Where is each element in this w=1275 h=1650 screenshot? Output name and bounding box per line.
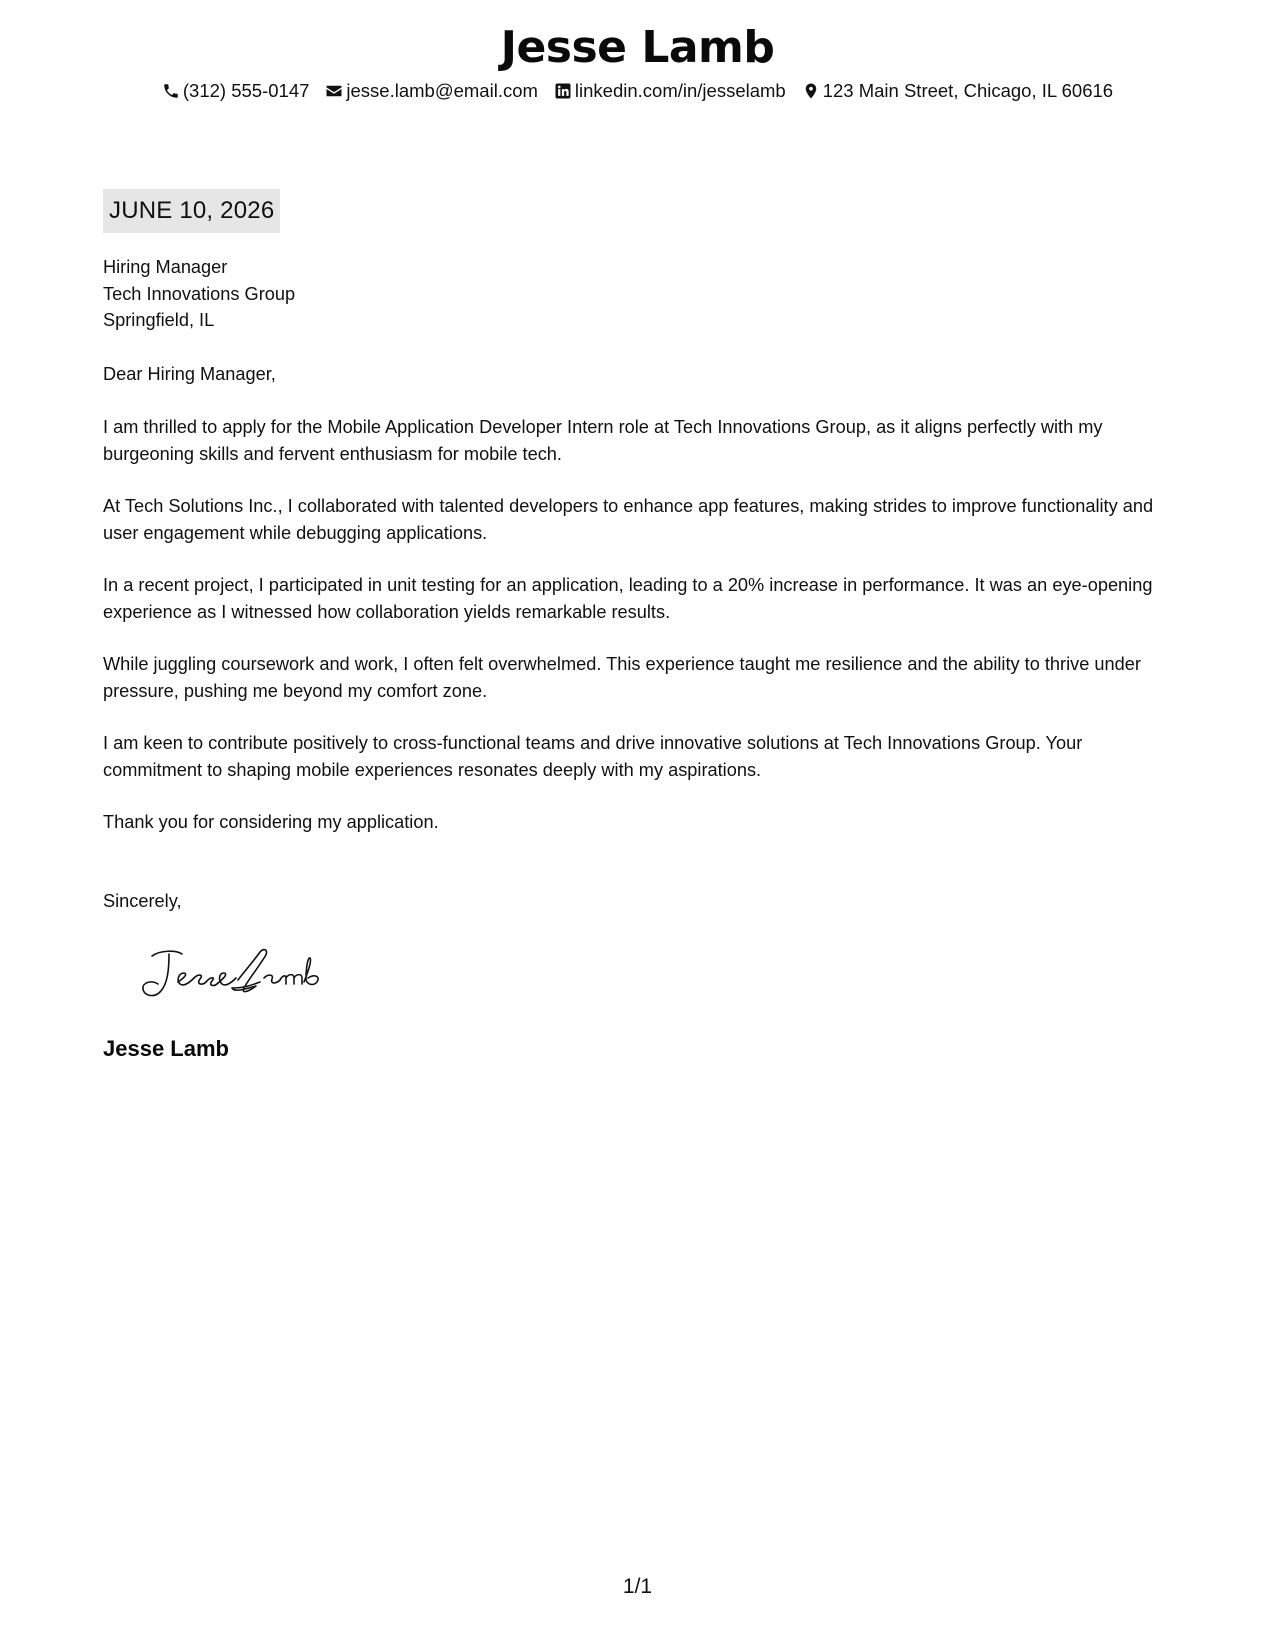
map-pin-icon	[802, 82, 820, 100]
letter-date: JUNE 10, 2026	[103, 189, 280, 233]
body-paragraph: In a recent project, I participated in unit testing for an application, leading to a 20% increase in performance. It was an eye-opening experience as I witnessed how collaboration yields remarkable results.	[103, 575, 1153, 622]
page-number: 1/1	[622, 1575, 653, 1598]
contact-phone	[162, 78, 310, 104]
body-paragraph: I am thrilled to apply for the Mobile Application Developer Intern role at Tech Innovations Group, as it aligns perfectly with my burgeoning skills and fervent enthusiasm for mobile tech.	[103, 417, 1103, 464]
email-text: jesse.lamb@email.com	[346, 80, 538, 101]
recipient-location: Springfield, IL	[103, 310, 215, 330]
linkedin-icon	[554, 82, 572, 100]
handwritten-signature	[138, 944, 328, 1004]
linkedin-text: linkedin.com/in/jesselamb	[574, 80, 786, 101]
body-paragraph: Thank you for considering my application.	[103, 812, 439, 832]
body-paragraph: I am keen to contribute positively to cross-functional teams and drive innovative solutions at Tech Innovations Group. Your commitment to shaping mobile experiences resonates deeply with my aspirations.	[103, 733, 1083, 780]
contact-address	[802, 78, 1113, 104]
signer-name: Jesse Lamb	[103, 1036, 229, 1061]
salutation: Dear Hiring Manager,	[103, 364, 276, 384]
applicant-name-heading: Jesse Lamb	[500, 22, 775, 73]
recipient-company: Tech Innovations Group	[103, 283, 296, 304]
body-paragraph: At Tech Solutions Inc., I collaborated with talented developers to enhance app features, making strides to improve functionality and user engagement while debugging applications.	[103, 496, 1154, 543]
closing-line: Sincerely,	[103, 891, 182, 911]
address-text: 123 Main Street, Chicago, IL 60616	[822, 80, 1114, 101]
recipient-block	[103, 254, 1178, 334]
phone-icon	[162, 82, 180, 100]
phone-text: (312) 555-0147	[182, 80, 310, 101]
envelope-icon	[325, 82, 343, 100]
body-paragraph: While juggling coursework and work, I often felt overwhelmed. This experience taught me resilience and the ability to thrive under pressure, pushing me beyond my comfort zone.	[103, 654, 1141, 701]
contact-linkedin	[554, 78, 786, 104]
contact-info-bar	[0, 78, 1275, 104]
contact-email	[325, 78, 538, 104]
recipient-title: Hiring Manager	[103, 257, 228, 277]
